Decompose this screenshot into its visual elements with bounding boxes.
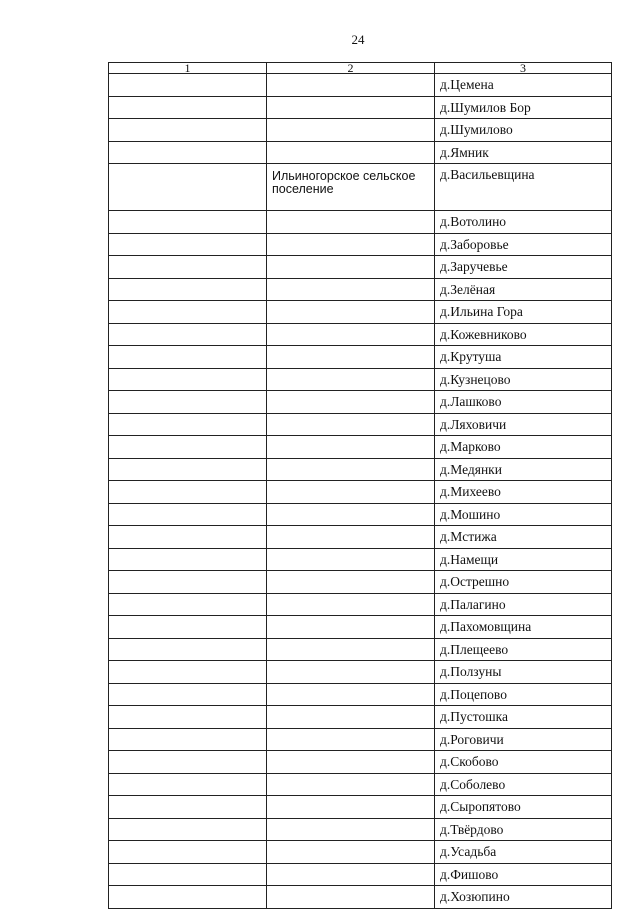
cell-col1	[109, 481, 267, 504]
cell-col2	[267, 548, 435, 571]
table-row	[109, 278, 612, 301]
village-name: д.Заручевье	[435, 256, 612, 279]
cell-col1	[109, 211, 267, 234]
cell-col1	[109, 256, 267, 279]
cell-col1	[109, 346, 267, 369]
village-name: д.Намещи	[435, 548, 612, 571]
village-name: д.Сыропятово	[435, 796, 612, 819]
cell-col2	[267, 863, 435, 886]
table-header-row	[109, 63, 612, 74]
table-row	[109, 841, 612, 864]
village-name: д.Плещеево	[435, 638, 612, 661]
table-row	[109, 119, 612, 142]
village-name: д.Палагино	[435, 593, 612, 616]
village-name: д.Острешно	[435, 571, 612, 594]
cell-col1	[109, 278, 267, 301]
village-name: д.Лашково	[435, 391, 612, 414]
cell-col2	[267, 96, 435, 119]
cell-col1	[109, 164, 267, 211]
table-row	[109, 141, 612, 164]
village-name: д.Пахомовщина	[435, 616, 612, 639]
village-name: д.Вотолино	[435, 211, 612, 234]
cell-col2	[267, 526, 435, 549]
table-row	[109, 74, 612, 97]
cell-col1	[109, 751, 267, 774]
cell-col1	[109, 638, 267, 661]
table-row	[109, 503, 612, 526]
cell-col1	[109, 391, 267, 414]
village-name: д.Кузнецово	[435, 368, 612, 391]
cell-col2	[267, 593, 435, 616]
table-row	[109, 571, 612, 594]
cell-col1	[109, 74, 267, 97]
table-row	[109, 211, 612, 234]
cell-col2	[267, 751, 435, 774]
cell-col2	[267, 773, 435, 796]
table-row	[109, 751, 612, 774]
table-row	[109, 346, 612, 369]
table-row	[109, 458, 612, 481]
village-name: д.Кожевниково	[435, 323, 612, 346]
cell-col1	[109, 413, 267, 436]
settlement-name: Ильиногорское сельское поселение	[267, 164, 435, 211]
village-name: д.Ильина Гора	[435, 301, 612, 324]
cell-col1	[109, 728, 267, 751]
village-name: д.Ползуны	[435, 661, 612, 684]
village-name: д.Шумилово	[435, 119, 612, 142]
cell-col2	[267, 818, 435, 841]
cell-col2	[267, 323, 435, 346]
cell-col2	[267, 119, 435, 142]
table-row	[109, 96, 612, 119]
village-name: д.Марково	[435, 436, 612, 459]
cell-col2	[267, 301, 435, 324]
cell-col2	[267, 683, 435, 706]
column-header-1: 1	[109, 63, 267, 74]
village-name: д.Шумилов Бор	[435, 96, 612, 119]
table-row	[109, 661, 612, 684]
table-row	[109, 526, 612, 549]
cell-col2	[267, 278, 435, 301]
cell-col2	[267, 368, 435, 391]
cell-col1	[109, 458, 267, 481]
village-name: д.Мстижа	[435, 526, 612, 549]
cell-col2	[267, 571, 435, 594]
cell-col1	[109, 301, 267, 324]
table-row	[109, 706, 612, 729]
cell-col1	[109, 863, 267, 886]
cell-col2	[267, 661, 435, 684]
village-name: д.Усадьба	[435, 841, 612, 864]
cell-col1	[109, 683, 267, 706]
village-name: д.Фишово	[435, 863, 612, 886]
table-row	[109, 323, 612, 346]
cell-col1	[109, 841, 267, 864]
village-name: д.Ямник	[435, 141, 612, 164]
table-row	[109, 233, 612, 256]
table-row	[109, 616, 612, 639]
village-name: д.Твёрдово	[435, 818, 612, 841]
cell-col2	[267, 211, 435, 234]
cell-col2	[267, 841, 435, 864]
cell-col2	[267, 616, 435, 639]
cell-col1	[109, 661, 267, 684]
village-name: д.Соболево	[435, 773, 612, 796]
cell-col1	[109, 96, 267, 119]
cell-col2	[267, 413, 435, 436]
cell-col1	[109, 796, 267, 819]
table-row	[109, 728, 612, 751]
cell-col1	[109, 571, 267, 594]
cell-col1	[109, 119, 267, 142]
village-name: д.Заборовье	[435, 233, 612, 256]
village-name: д.Ляховичи	[435, 413, 612, 436]
table-row	[109, 818, 612, 841]
table-row	[109, 593, 612, 616]
cell-col2	[267, 503, 435, 526]
cell-col1	[109, 616, 267, 639]
cell-col1	[109, 548, 267, 571]
cell-col2	[267, 256, 435, 279]
cell-col1	[109, 818, 267, 841]
table-row	[109, 683, 612, 706]
cell-col1	[109, 323, 267, 346]
column-header-3: 3	[435, 63, 612, 74]
page-number: 24	[351, 32, 365, 47]
table-row	[109, 436, 612, 459]
cell-col1	[109, 233, 267, 256]
table-row	[109, 796, 612, 819]
table-row	[109, 413, 612, 436]
cell-col1	[109, 706, 267, 729]
village-name: д.Поцепово	[435, 683, 612, 706]
cell-col2	[267, 458, 435, 481]
village-name: д.Медянки	[435, 458, 612, 481]
cell-col2	[267, 796, 435, 819]
village-name: д.Мошино	[435, 503, 612, 526]
village-name: д.Цемена	[435, 74, 612, 97]
village-name: д.Хозюпино	[435, 886, 612, 909]
cell-col1	[109, 593, 267, 616]
village-name: д.Пустошка	[435, 706, 612, 729]
table-row	[109, 481, 612, 504]
table-row	[109, 863, 612, 886]
settlements-table	[108, 62, 612, 909]
table-row	[109, 773, 612, 796]
table-row	[109, 638, 612, 661]
cell-col2	[267, 706, 435, 729]
cell-col2	[267, 728, 435, 751]
cell-col2	[267, 436, 435, 459]
table-body	[109, 74, 612, 909]
cell-col2	[267, 346, 435, 369]
cell-col2	[267, 141, 435, 164]
village-name: д.Зелёная	[435, 278, 612, 301]
table-row	[109, 301, 612, 324]
cell-col2	[267, 391, 435, 414]
table-row	[109, 391, 612, 414]
village-name: д.Роговичи	[435, 728, 612, 751]
table-row	[109, 548, 612, 571]
village-name: д.Васильевщина	[435, 164, 612, 211]
table-row	[109, 256, 612, 279]
cell-col1	[109, 503, 267, 526]
table-row	[109, 368, 612, 391]
table-row	[109, 164, 612, 211]
column-header-2: 2	[267, 63, 435, 74]
cell-col2	[267, 233, 435, 256]
cell-col2	[267, 74, 435, 97]
cell-col1	[109, 141, 267, 164]
village-name: д.Скобово	[435, 751, 612, 774]
cell-col2	[267, 638, 435, 661]
cell-col1	[109, 773, 267, 796]
cell-col1	[109, 436, 267, 459]
village-name: д.Крутуша	[435, 346, 612, 369]
cell-col1	[109, 526, 267, 549]
village-name: д.Михеево	[435, 481, 612, 504]
cell-col1	[109, 368, 267, 391]
cell-col2	[267, 481, 435, 504]
